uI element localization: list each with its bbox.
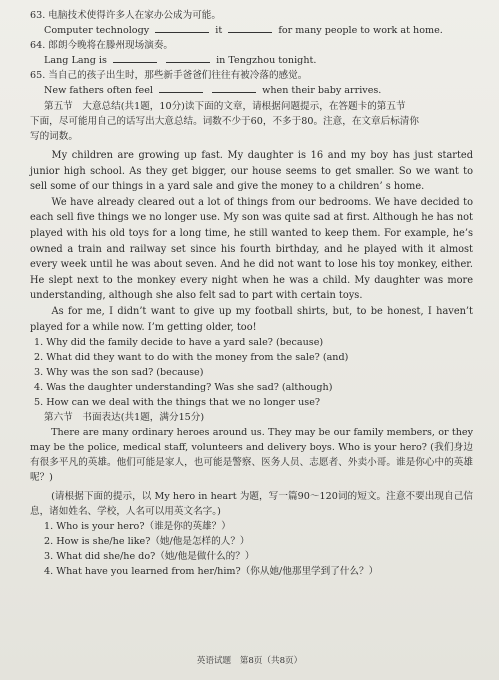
section6-prompt-3: 3. What did she/he do?（她/他是做什么的？） [44,551,255,563]
section5-instructions [30,99,473,144]
q65-english [30,83,473,98]
story-passage [30,148,473,335]
q65-chinese: 65. 当自己的孩子出生时，那些新手爸爸们往往有被冷落的感觉。 [30,70,308,81]
section6-intro: There are many ordinary heroes around us. They may be our family members, or they may be the police, medical staff, volunteers and delivery boys. Who is your hero? (我们身边有很多平凡的英雄。他们可能是家人，也可能是警察、医务人员、志愿者、外卖小哥。谁是你心中的英雄呢？) [30,427,473,484]
section5-line-3: 写的词数。 [30,131,78,142]
section6-title: 第六节 书面表达(共1题，满分15分) [44,412,205,424]
section5-line-1: 第五节 大意总结(共1题，10分)读下面的文章，请根据问题提示，在答题卡的第五节 [44,101,406,112]
q65-blank-2[interactable] [212,83,256,93]
section6-instruction: (请根据下面的提示，以 My hero in heart 为题，写一篇90～120词的短文。注意不要出现自己信息，诸如姓名、学校，人名可以用英文名字。) [30,491,473,518]
section6-prompt-4: 4. What have you learned from her/him?（你从她/他那里学到了什么？） [44,566,379,578]
section6-prompts [30,519,473,579]
q63-text-a: Computer technology [44,25,150,36]
q64-blank-2[interactable] [166,53,210,63]
q65-text-a: New fathers often feel [44,85,153,96]
summary-question-3: 3. Why was the son sad? (because) [34,367,204,379]
section5-line-2: 下面，尽可能用自己的话写出大意总结。词数不少于60，不多于80。注意，在文章后标清你 [30,116,419,127]
q63-blank-2[interactable] [228,23,272,33]
q64-text-b: in Tengzhou tonight. [216,55,317,66]
q63-text-b: it [215,25,223,36]
story-paragraph-3: As for me, I didn’t want to give up my football shirts, but, to be honest, I haven’t played for a while now. I’m getting older, too! [30,305,473,333]
summary-questions [30,335,473,410]
summary-question-5: 5. How can we deal with the things that we no longer use? [34,397,321,409]
q63-text-c: for many people to work at home. [278,25,443,36]
summary-question-1: 1. Why did the family decide to have a yard sale? (because) [34,337,324,349]
q63-chinese: 63. 电脑技术使得许多人在家办公成为可能。 [30,10,221,21]
q63-english [30,23,473,38]
summary-question-4: 4. Was the daughter understanding? Was she sad? (although) [34,382,333,394]
section6-prompt-1: 1. Who is your hero?（谁是你的英雄？） [44,521,231,533]
q63-blank-1[interactable] [155,23,209,33]
section6-prompt-2: 2. How is she/he like?（她/他是怎样的人？） [44,536,250,548]
q64-text-a: Lang Lang is [44,55,107,66]
page-footer: 英语试题 第8页（共8页） [196,656,303,666]
q65-blank-1[interactable] [159,83,203,93]
q64-english [30,53,473,68]
summary-question-2: 2. What did they want to do with the money from the sale? (and) [34,352,349,364]
q64-blank-1[interactable] [113,53,157,63]
story-paragraph-1: My children are growing up fast. My daughter is 16 and my boy has just started junior high school. As they get bigger, our house seems to get smaller. So we want to sell some of our things in a yard sale and give the money to a children’ s home. [30,150,473,193]
story-paragraph-2: We have already cleared out a lot of things from our bedrooms. We have decided to each sell five things we no longer use. My son was quite sad at first. Although he has not played with his old toys for a long time, he still wanted to keep them. For example, he’s owned a train and railway set since his fourth birthday, and he played with it almost every week until he was about seven. And he did not want to lose his toy monkey, either. He slept next to the monkey every night when he was a child. My daughter was more understanding, although she also felt sad to part with certain toys. [30,196,473,302]
q65-text-b: when their baby arrives. [262,85,382,96]
q64-chinese: 64. 郎朗今晚将在滕州现场演奏。 [30,40,174,51]
